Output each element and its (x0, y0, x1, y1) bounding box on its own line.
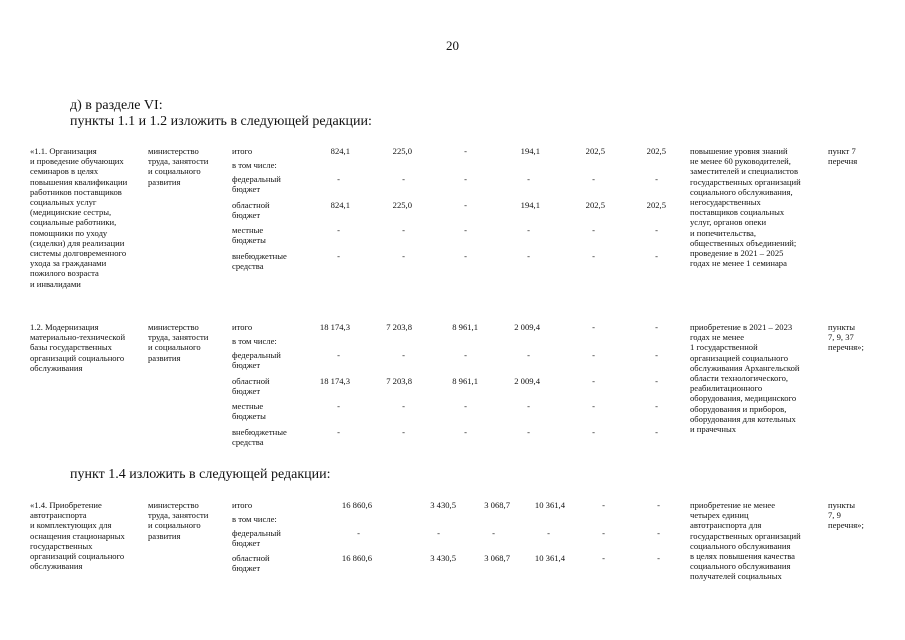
label-total: итого (232, 146, 253, 156)
label-local: местные бюджеты (232, 401, 266, 422)
dash: - (464, 225, 467, 235)
instruction-heading: пункты 1.1 и 1.2 изложить в следующей редакции: (70, 114, 372, 129)
value-year: 202,5 (585, 200, 605, 210)
label-local: местные бюджеты (232, 225, 266, 246)
label-including: в том числе: (232, 514, 277, 524)
dash: - (592, 401, 595, 411)
dash: - (655, 251, 658, 261)
dash: - (527, 174, 530, 184)
dash: - (337, 427, 340, 437)
dash: - (357, 528, 360, 538)
value-year: - (592, 376, 595, 386)
label-offbudget: внебюджетные средства (232, 427, 287, 448)
dash: - (527, 427, 530, 437)
dash: - (655, 225, 658, 235)
regional-value: 18 174,3 (319, 376, 350, 386)
dash: - (602, 528, 605, 538)
value-year: 7 203,8 (386, 376, 412, 386)
regional-value: 16 860,6 (341, 553, 372, 563)
dash: - (547, 528, 550, 538)
expected-result: повышение уровня знаний не менее 60 руководителей, заместителей и специалистов государственных организаций социального обслуживания, негосударственных поставщиков социальных услуг, органов опеки и попечительства, общественных объединений; проведение в 2021 – 2025 годах не менее 1 семинара (690, 146, 801, 269)
dash: - (592, 350, 595, 360)
label-total: итого (232, 322, 253, 332)
executor: министерство труда, занятости и социального развития (148, 500, 209, 541)
value-year: - (602, 553, 605, 563)
expected-result: приобретение не менее четырех единиц автотранспорта для государственных организаций социального обслуживания в целях повышения качества социального обслуживания получателей социальных (690, 500, 801, 582)
value-year: 10 361,4 (534, 500, 565, 510)
label-regional: областной бюджет (232, 376, 270, 397)
regional-value: 824,1 (330, 200, 350, 210)
label-federal: федеральный бюджет (232, 350, 281, 371)
value-year: 202,5 (585, 146, 605, 156)
executor: министерство труда, занятости и социального развития (148, 146, 209, 187)
dash: - (655, 350, 658, 360)
dash: - (527, 225, 530, 235)
label-regional: областной бюджет (232, 553, 270, 574)
value-year: 202,5 (646, 200, 666, 210)
measure-name: «1.4. Приобретение автотранспорта и комплектующих для оснащения стационарных государственных организаций социального обслуживания (30, 500, 125, 572)
dash: - (464, 350, 467, 360)
label-including: в том числе: (232, 160, 277, 170)
value-year: 2 009,4 (514, 376, 540, 386)
value-year: 10 361,4 (534, 553, 565, 563)
dash: - (402, 401, 405, 411)
reference: пункты 7, 9 перечня»; (828, 500, 864, 531)
label-federal: федеральный бюджет (232, 174, 281, 195)
reference: пункты 7, 9, 37 перечня»; (828, 322, 864, 353)
value-year: 3 430,5 (430, 500, 456, 510)
dash: - (464, 251, 467, 261)
dash: - (592, 427, 595, 437)
dash: - (402, 174, 405, 184)
value-year: - (655, 322, 658, 332)
total-value: 16 860,6 (341, 500, 372, 510)
value-year: 225,0 (392, 200, 412, 210)
value-year: 7 203,8 (386, 322, 412, 332)
value-year: 225,0 (392, 146, 412, 156)
label-total: итого (232, 500, 253, 510)
dash: - (655, 174, 658, 184)
measure-name: «1.1. Организация и проведение обучающих семинаров в целях повышения квалификации работников поставщиков социальных услуг (медицинские сестры, социальные работники, помощники по уходу (сиделки) для реализации системы долговременного ухода за гражданами пожилого возраста и инвалидами (30, 146, 128, 289)
dash: - (592, 251, 595, 261)
label-including: в том числе: (232, 336, 277, 346)
executor: министерство труда, занятости и социального развития (148, 322, 209, 363)
dash: - (337, 401, 340, 411)
dash: - (402, 350, 405, 360)
page-number: 20 (446, 38, 459, 53)
value-year: 2 009,4 (514, 322, 540, 332)
dash: - (527, 350, 530, 360)
dash: - (527, 401, 530, 411)
value-year: - (657, 500, 660, 510)
dash: - (492, 528, 495, 538)
dash: - (592, 174, 595, 184)
value-year: 3 430,5 (430, 553, 456, 563)
measure-name: 1.2. Модернизация материально-технической базы государственных организаций социального обслуживания (30, 322, 126, 373)
value-year: 194,1 (520, 146, 540, 156)
total-value: 824,1 (330, 146, 350, 156)
value-year: - (464, 200, 467, 210)
value-year: 202,5 (646, 146, 666, 156)
dash: - (464, 427, 467, 437)
dash: - (464, 401, 467, 411)
section-heading: д) в разделе VI: (70, 98, 163, 113)
dash: - (527, 251, 530, 261)
reference: пункт 7 перечня (828, 146, 858, 167)
value-year: 8 961,1 (452, 322, 478, 332)
dash: - (337, 174, 340, 184)
dash: - (402, 427, 405, 437)
value-year: - (602, 500, 605, 510)
value-year: - (655, 376, 658, 386)
value-year: 194,1 (520, 200, 540, 210)
dash: - (337, 225, 340, 235)
value-year: 3 068,7 (484, 500, 510, 510)
label-federal: федеральный бюджет (232, 528, 281, 549)
total-value: 18 174,3 (319, 322, 350, 332)
value-year: - (592, 322, 595, 332)
value-year: - (657, 553, 660, 563)
label-offbudget: внебюджетные средства (232, 251, 287, 272)
value-year: 8 961,1 (452, 376, 478, 386)
value-year: - (464, 146, 467, 156)
dash: - (464, 174, 467, 184)
dash: - (337, 350, 340, 360)
label-regional: областной бюджет (232, 200, 270, 221)
expected-result: приобретение в 2021 – 2023 годах не менее 1 государственной организацией социального обслуживания Архангельской области технологического, реабилитационного оборудования, медицинского оборудования и приборов, оборудования для котельных и прачечных (690, 322, 800, 435)
dash: - (655, 401, 658, 411)
dash: - (337, 251, 340, 261)
instruction-heading-1-4: пункт 1.4 изложить в следующей редакции: (70, 467, 331, 482)
dash: - (592, 225, 595, 235)
dash: - (657, 528, 660, 538)
value-year: 3 068,7 (484, 553, 510, 563)
dash: - (402, 225, 405, 235)
dash: - (655, 427, 658, 437)
dash: - (402, 251, 405, 261)
dash: - (437, 528, 440, 538)
